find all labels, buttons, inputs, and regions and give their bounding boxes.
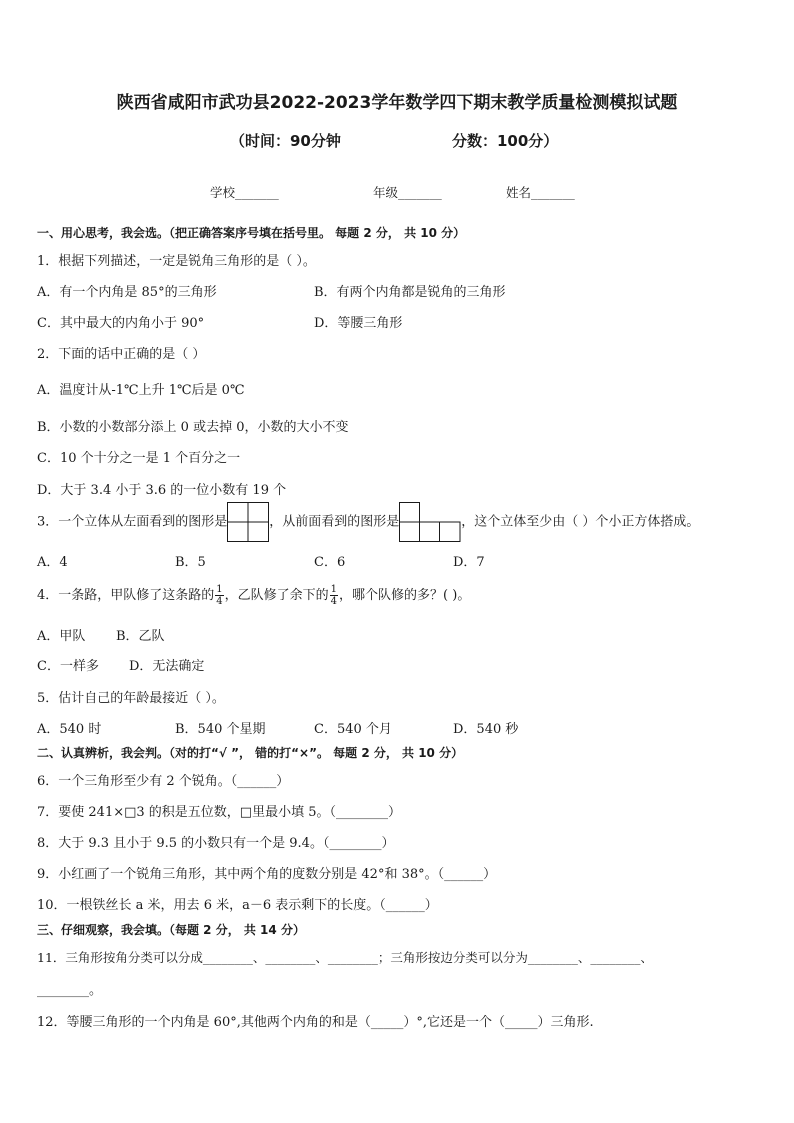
question-4-option-c: C．一样多: [37, 659, 99, 674]
question-3-stem-part-3: ，这个立体至少由（ ）个小正方体搭成。: [461, 514, 700, 530]
question-9: 9．小红画了一个锐角三角形，其中两个角的度数分别是 42°和 38°。（______）: [37, 867, 497, 882]
section-heading-fill: 三、仔细观察，我会填。（每题 2 分， 共 14 分）: [37, 923, 305, 937]
question-3-stem-part-2: ，从前面看到的图形是: [269, 514, 400, 530]
fraction-one-quarter: [215, 584, 223, 607]
question-3-stem-part-1: 3．一个立体从左面看到的图形是: [37, 514, 228, 530]
question-11-line-1: 11．三角形按角分类可以分成________、________、________；三角形按边分类可以分为________、________、: [37, 950, 653, 965]
fraction-denominator: 4: [216, 596, 223, 607]
question-5-option-b: B．540 个星期: [175, 722, 266, 737]
fraction-numerator: 1: [216, 584, 223, 595]
question-3-option-a: A．4: [37, 555, 68, 570]
question-1-option-d: D．等腰三角形: [314, 316, 403, 331]
question-4-option-a: A．甲队: [37, 629, 86, 644]
question-1-stem: 1．根据下列描述，一定是锐角三角形的是（ ）。: [37, 254, 316, 269]
question-4-stem-part-2: ，乙队修了余下的: [224, 588, 329, 603]
question-5-option-d: D．540 秒: [453, 722, 519, 737]
grade-field: 年级_______: [373, 185, 442, 200]
school-field: 学校_______: [210, 185, 279, 200]
question-1-option-b: B．有两个内角都是锐角的三角形: [314, 285, 506, 300]
question-3-option-d: D．7: [453, 555, 485, 570]
question-2-option-c: C．10 个十分之一是 1 个百分之一: [37, 451, 241, 466]
question-5-option-c: C．540 个月: [314, 722, 392, 737]
question-5-stem: 5．估计自己的年龄最接近（ ）。: [37, 691, 225, 706]
exam-score: 分数：100分）: [452, 132, 559, 150]
question-1-option-a: A．有一个内角是 85°的三角形: [37, 285, 217, 300]
fraction-denominator-2: 4: [330, 596, 338, 607]
question-8: 8．大于 9.3 且小于 9.5 的小数只有一个是 9.4。（________）: [37, 836, 395, 851]
question-4-option-d: D．无法确定: [129, 659, 205, 674]
question-6: 6．一个三角形至少有 2 个锐角。（______）: [37, 774, 290, 789]
question-5-option-a: A．540 时: [37, 722, 102, 737]
left-view-figure: [227, 502, 269, 542]
question-12: 12．等腰三角形的一个内角是 60°,其他两个内角的和是（_____）°,它还是一个（_____）三角形.: [37, 1015, 594, 1030]
question-2-stem: 2．下面的话中正确的是（ ）: [37, 347, 206, 362]
section-heading-judge: 二、认真辨析，我会判。（对的打“√ ”， 错的打“×”。 每题 2 分， 共 10 分）: [37, 746, 464, 760]
question-2-option-d: D．大于 3.4 小于 3.6 的一位小数有 19 个: [37, 483, 287, 498]
question-4-option-b: B．乙队: [116, 629, 165, 644]
question-3-option-b: B．5: [175, 555, 206, 570]
page-title: 陕西省咸阳市武功县2022-2023学年数学四下期末教学质量检测模拟试题: [116, 93, 678, 113]
question-11-line-2: ________。: [37, 983, 103, 998]
name-field: 姓名_______: [506, 185, 575, 200]
front-view-figure: [399, 502, 461, 542]
question-7: 7．要使 241×□3 的积是五位数，□里最小填 5。（________）: [37, 805, 401, 820]
question-4-stem-part-1: 4．一条路，甲队修了这条路的: [37, 588, 215, 603]
question-3-stem: [37, 502, 699, 542]
section-heading-choice: 一、用心思考，我会选。（把正确答案序号填在括号里。 每题 2 分， 共 10 分）: [37, 226, 466, 240]
question-1-option-c: C．其中最大的内角小于 90°: [37, 316, 205, 331]
question-4-stem-part-3: ，哪个队修的多？( )。: [339, 588, 471, 603]
question-3-option-c: C．6: [314, 555, 346, 570]
question-2-option-b: B．小数的小数部分添上 0 或去掉 0，小数的大小不变: [37, 420, 349, 435]
fraction-one-quarter-2: [330, 584, 338, 607]
question-2-option-a: A．温度计从-1℃上升 1℃后是 0℃: [37, 383, 245, 398]
exam-time: （时间：90分钟: [230, 132, 341, 150]
fraction-numerator-2: 1: [330, 584, 338, 595]
question-10: 10．一根铁丝长 a 米，用去 6 米，a－6 表示剩下的长度。（______）: [37, 898, 438, 913]
question-4-stem: [37, 580, 470, 612]
